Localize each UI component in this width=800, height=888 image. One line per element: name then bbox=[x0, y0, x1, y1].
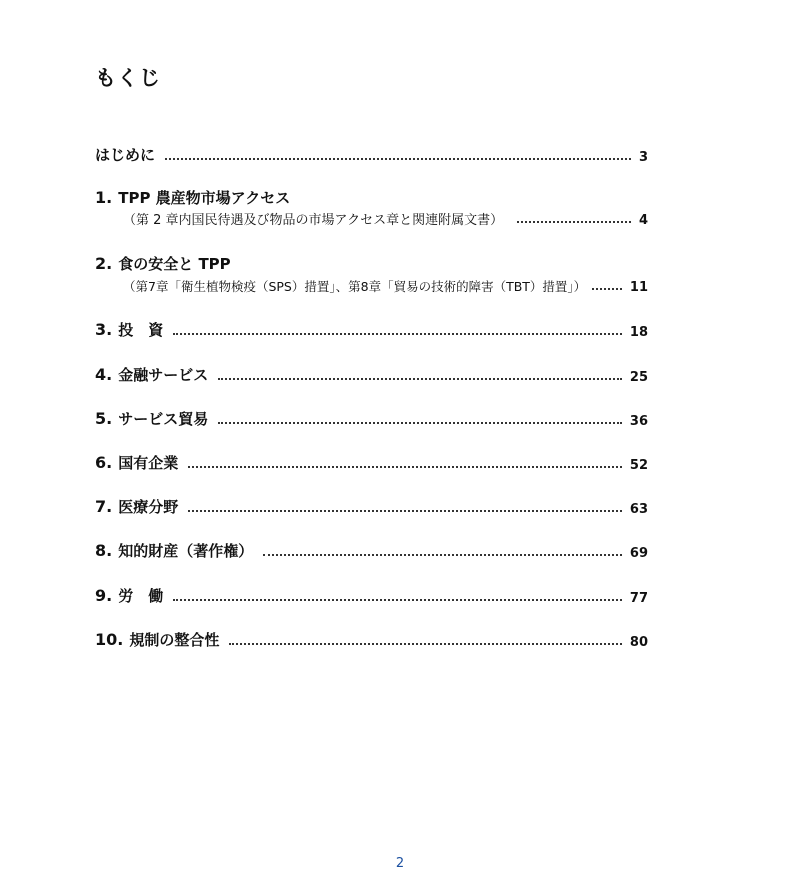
toc-title: もくじ bbox=[95, 66, 161, 90]
toc-entry-number: 8. bbox=[95, 541, 113, 560]
dot-leader bbox=[188, 465, 622, 468]
toc-entry-label bbox=[95, 319, 163, 340]
dot-leader bbox=[263, 553, 622, 556]
toc-entry-number: 6. bbox=[95, 453, 113, 472]
toc-page-number: 80 bbox=[629, 635, 648, 650]
toc-entry-number: 9. bbox=[95, 586, 113, 605]
dot-leader bbox=[517, 220, 631, 223]
toc-entry-label bbox=[95, 585, 163, 606]
toc-page-number: 36 bbox=[629, 414, 648, 429]
toc-entry-1[interactable] bbox=[95, 186, 648, 208]
toc-entry-text: 知的財産（著作権） bbox=[118, 542, 254, 560]
toc-entry-label bbox=[95, 364, 208, 385]
toc-page-number: 25 bbox=[629, 370, 648, 385]
toc-page-number: 18 bbox=[629, 325, 648, 340]
toc-entry-number: 1. bbox=[95, 188, 113, 207]
toc-entry-text: TPP 農産物市場アクセス bbox=[118, 189, 291, 207]
toc-page-number: 69 bbox=[629, 546, 648, 561]
toc-entry-number: 4. bbox=[95, 365, 113, 384]
toc-entry-text: 食の安全と TPP bbox=[118, 255, 231, 273]
toc-entry-9[interactable] bbox=[95, 584, 648, 606]
dot-leader bbox=[165, 157, 631, 160]
toc-entry-text: サービス貿易 bbox=[118, 410, 209, 428]
toc-entry-label: はじめに bbox=[95, 146, 156, 164]
dot-leader bbox=[188, 509, 622, 512]
toc-entry-5[interactable] bbox=[95, 407, 648, 429]
toc-entry-text: 投 資 bbox=[118, 321, 164, 339]
toc-entry-text: 金融サービス bbox=[118, 366, 209, 384]
dot-leader bbox=[218, 421, 622, 424]
toc-subentry-label: （第7章「衛生植物検疫（SPS）措置」、第8章「貿易の技術的障害（TBT）措置」） bbox=[123, 279, 587, 294]
toc-entry-text: 労 働 bbox=[118, 587, 164, 605]
dot-leader bbox=[229, 642, 622, 645]
toc-entry-10[interactable] bbox=[95, 628, 648, 650]
toc-page-number: 4 bbox=[638, 213, 648, 228]
dot-leader bbox=[173, 598, 622, 601]
toc-subentry-2[interactable] bbox=[123, 275, 648, 295]
toc-entry-number: 5. bbox=[95, 409, 113, 428]
toc-entry-6[interactable] bbox=[95, 451, 648, 473]
toc-entry-text: 国有企業 bbox=[118, 454, 179, 472]
toc-page-number: 63 bbox=[629, 502, 648, 517]
toc-page-number: 3 bbox=[638, 150, 648, 165]
toc-entry-text: 医療分野 bbox=[118, 498, 179, 516]
toc-entry-label bbox=[95, 496, 178, 517]
footer-page-number: 2 bbox=[395, 856, 405, 871]
toc-page-number: 11 bbox=[629, 280, 648, 295]
toc-entry-label bbox=[95, 540, 253, 561]
toc-entry-label bbox=[95, 253, 231, 274]
toc-entry-4[interactable] bbox=[95, 363, 648, 385]
toc-entry-3[interactable] bbox=[95, 318, 648, 340]
toc-entry-number: 2. bbox=[95, 254, 113, 273]
toc-entry-number: 3. bbox=[95, 320, 113, 339]
toc-entry-label bbox=[95, 452, 178, 473]
dot-leader bbox=[218, 377, 622, 380]
dot-leader bbox=[173, 332, 622, 335]
dot-leader bbox=[592, 287, 622, 290]
toc-entry-number: 10. bbox=[95, 630, 124, 649]
toc-entry-2[interactable] bbox=[95, 252, 648, 274]
toc-entry-8[interactable] bbox=[95, 539, 648, 561]
toc-page-number: 52 bbox=[629, 458, 648, 473]
toc-subentry-label: （第 2 章内国民待遇及び物品の市場アクセス章と関連附属文書） bbox=[123, 213, 504, 228]
toc-entry-label bbox=[95, 408, 208, 429]
toc-entry-label bbox=[95, 629, 219, 650]
toc-entry-label bbox=[95, 187, 290, 208]
toc-page-number: 77 bbox=[629, 591, 648, 606]
toc-subentry-1[interactable] bbox=[123, 208, 648, 228]
toc-entry-number: 7. bbox=[95, 497, 113, 516]
toc-entry-text: 規制の整合性 bbox=[129, 631, 220, 649]
toc-entry-7[interactable] bbox=[95, 495, 648, 517]
toc-entry-intro[interactable] bbox=[95, 143, 648, 165]
